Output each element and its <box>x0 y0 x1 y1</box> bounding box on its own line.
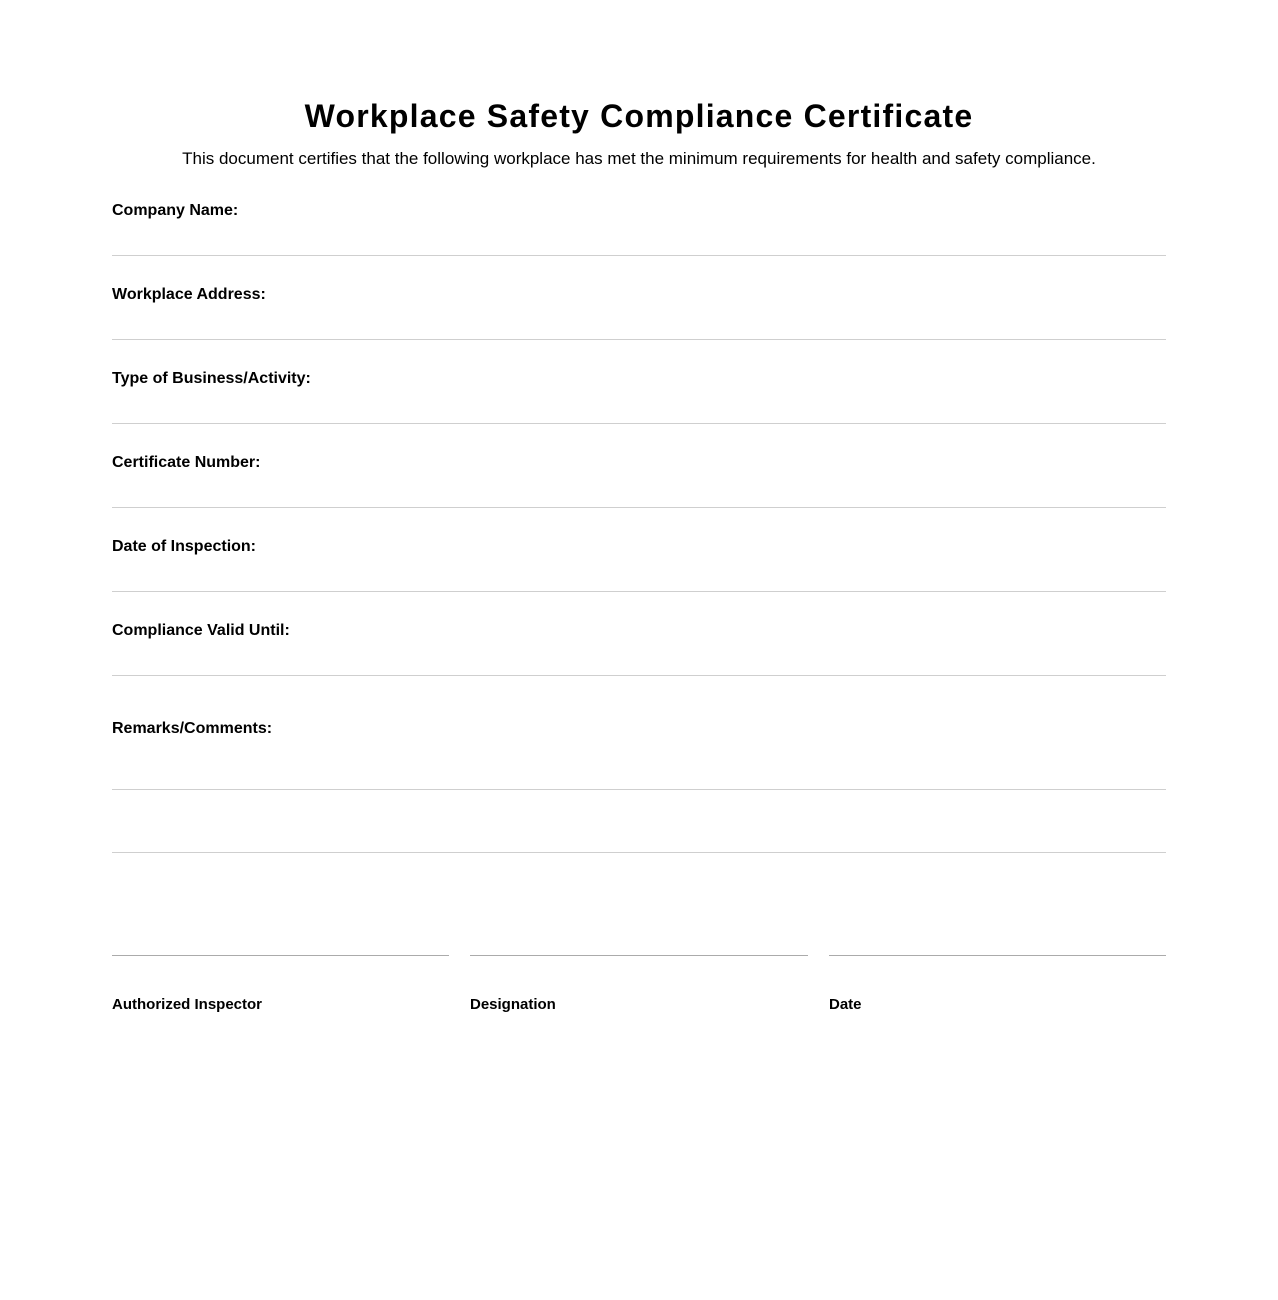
field-underline <box>112 339 1166 340</box>
signature-line <box>112 955 449 956</box>
field-date-of-inspection[interactable] <box>112 538 1166 622</box>
field-type-of-business[interactable] <box>112 370 1166 454</box>
field-company-name[interactable] <box>112 202 1166 286</box>
field-compliance-valid-until[interactable] <box>112 622 1166 706</box>
field-certificate-number[interactable] <box>112 454 1166 538</box>
field-underline <box>112 675 1166 676</box>
signature-authorized-inspector[interactable] <box>112 955 449 1013</box>
field-label: Company Name: <box>112 202 239 219</box>
signature-label: Authorized Inspector <box>112 996 263 1013</box>
field-workplace-address[interactable] <box>112 286 1166 370</box>
signature-date[interactable] <box>829 955 1166 1013</box>
field-underline <box>112 591 1166 592</box>
field-underline <box>112 423 1166 424</box>
page-title: Workplace Safety Compliance Certificate <box>304 98 974 134</box>
signature-label: Designation <box>470 996 556 1013</box>
field-label: Compliance Valid Until: <box>112 622 290 639</box>
page-subtitle: This document certifies that the following workplace has met the minimum requirements for health and safety compliance. <box>182 149 1096 168</box>
field-underline <box>112 255 1166 256</box>
signature-line <box>829 955 1166 956</box>
remarks-line-1 <box>112 789 1166 790</box>
field-label: Date of Inspection: <box>112 538 257 555</box>
field-label: Type of Business/Activity: <box>112 370 311 387</box>
remarks-label: Remarks/Comments: <box>112 720 273 737</box>
signature-designation[interactable] <box>470 955 808 1013</box>
field-label: Certificate Number: <box>112 454 261 471</box>
remarks-line-2 <box>112 852 1166 853</box>
field-underline <box>112 507 1166 508</box>
signature-label: Date <box>829 996 862 1013</box>
signature-line <box>470 955 808 956</box>
field-remarks[interactable] <box>112 720 1166 860</box>
field-label: Workplace Address: <box>112 286 266 303</box>
